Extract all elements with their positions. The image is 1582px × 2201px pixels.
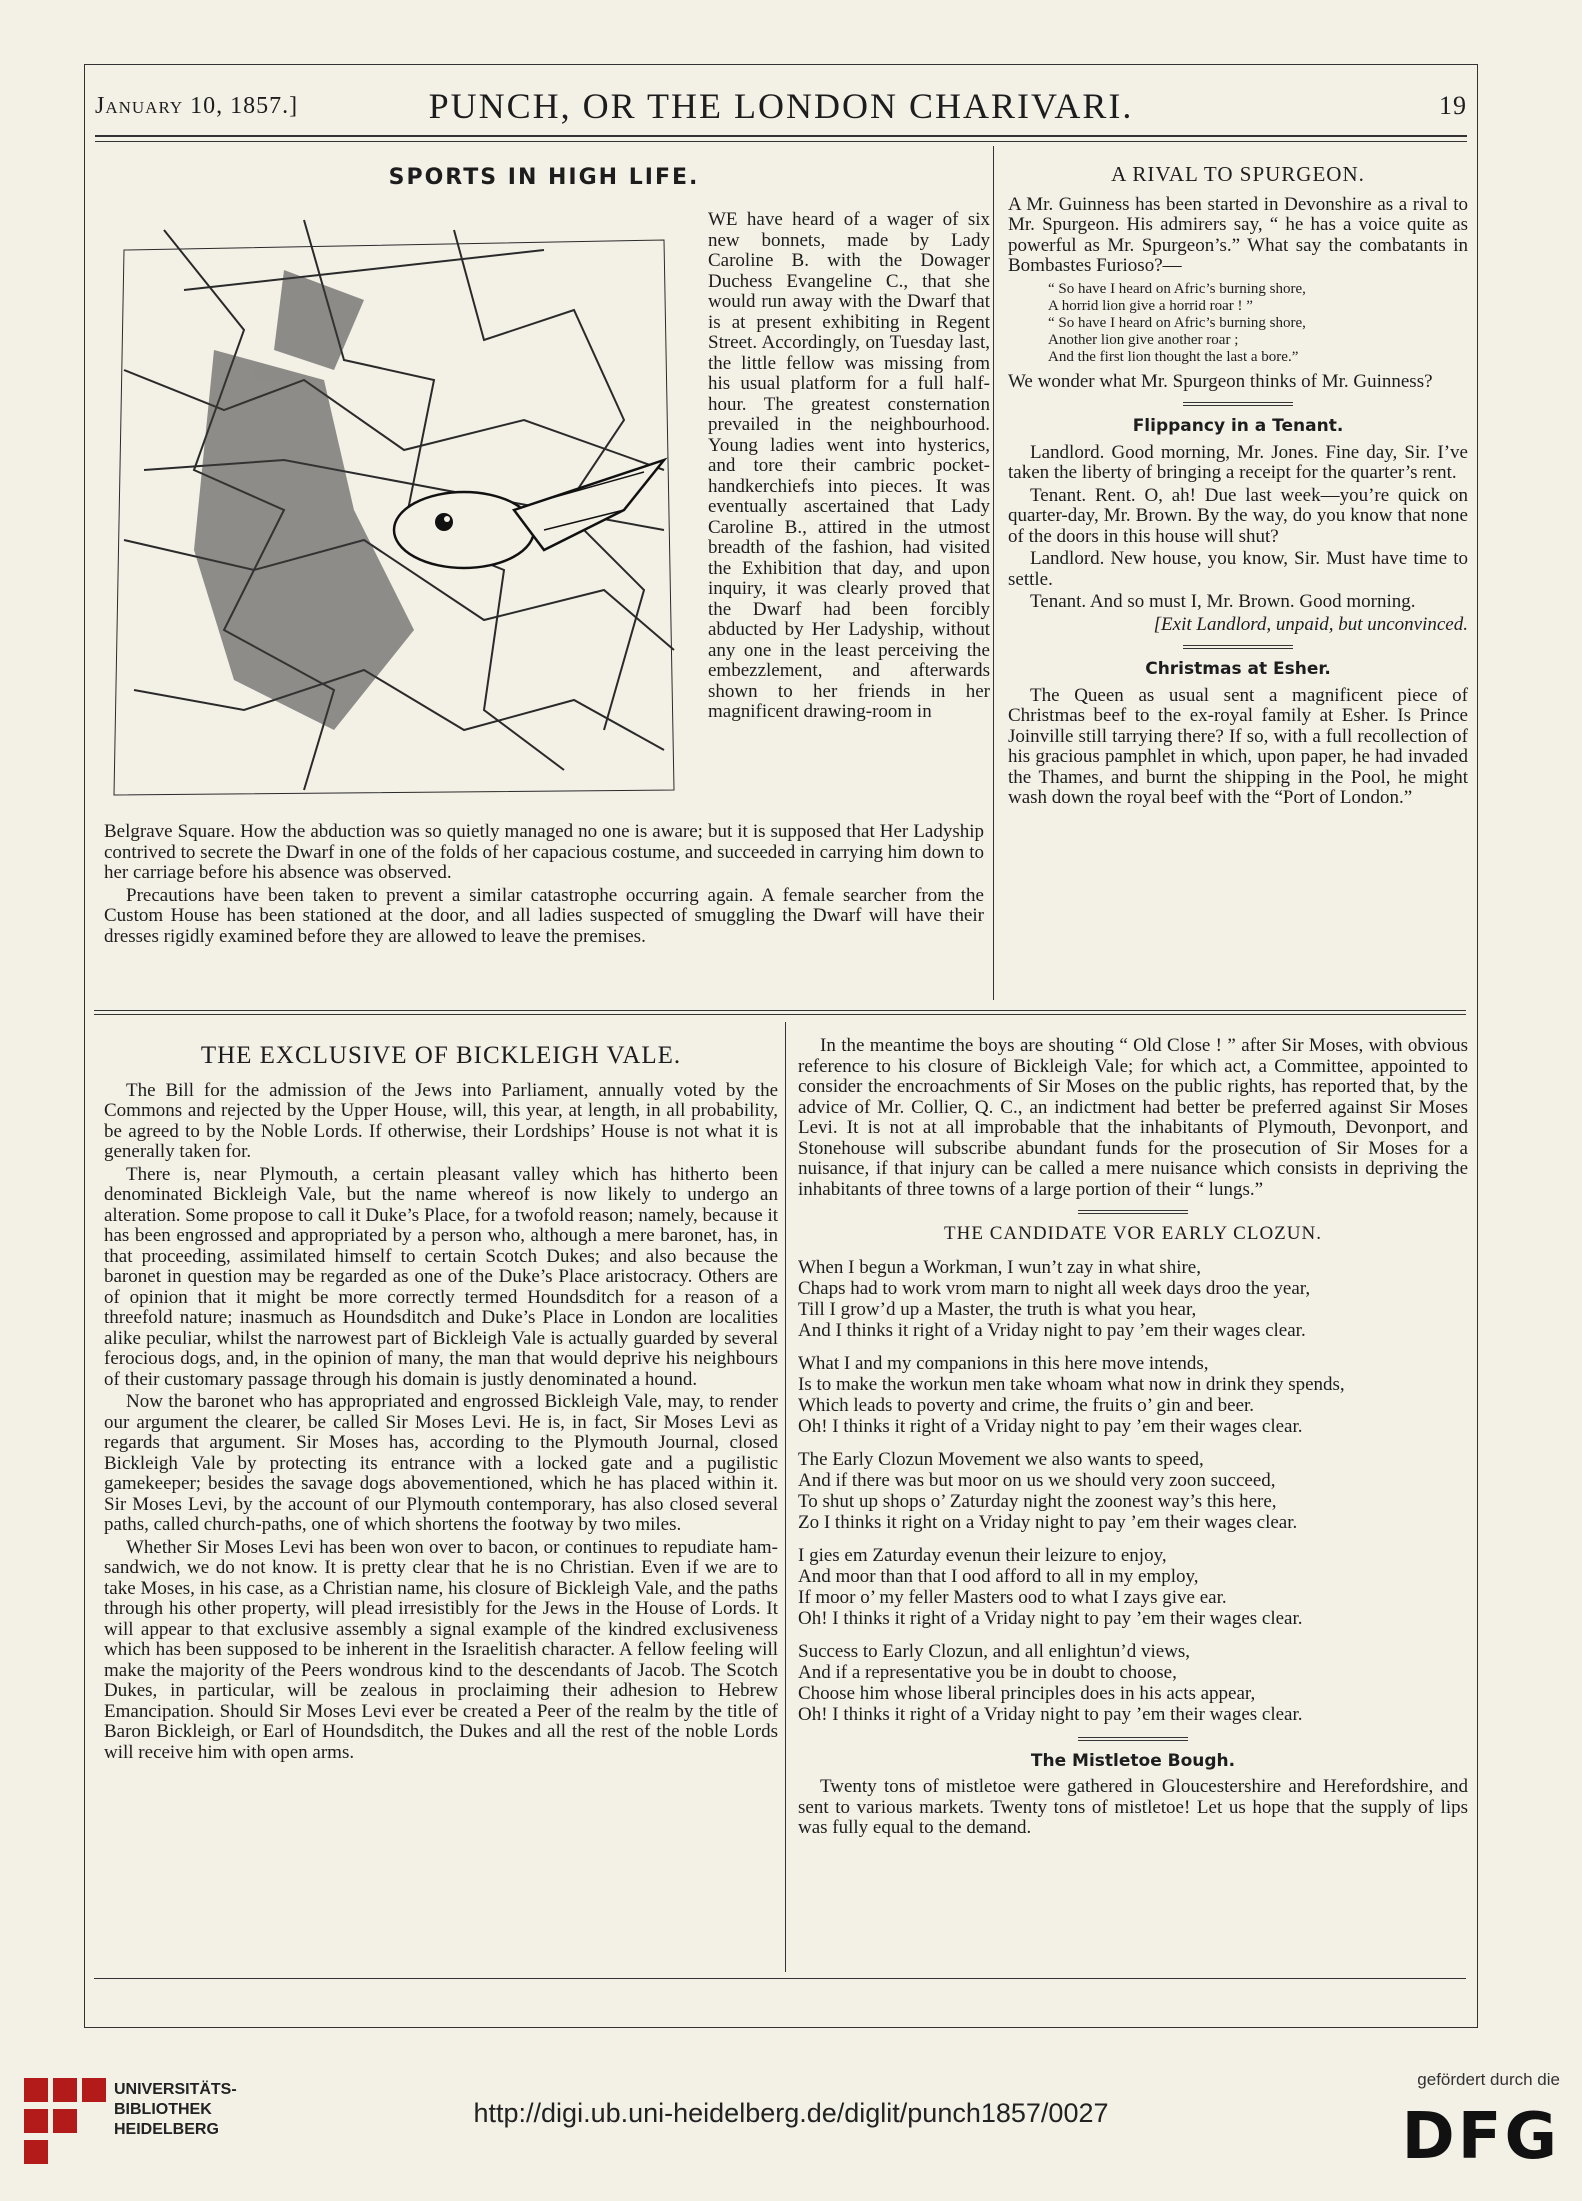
mistletoe-text: Twenty tons of mistletoe were gathered in Gloucestershire and Herefordshire, and sent to various markets. Twenty tons of mistletoe! Let us hope that the supply of lips was fully equal to the demand. (798, 1776, 1468, 1838)
sports-paragraph-2: Belgrave Square. How the abduction was so quietly managed no one is aware; but it is supposed that Her Ladyship contrived to secrete the Dwarf in one of the folds of her capacious costume, and succeeded in carrying him down to her carriage before his absence was observed. (104, 821, 984, 883)
column-divider-top (993, 146, 994, 1000)
masthead-rule (95, 135, 1467, 142)
poem-line: Is to make the workun men take whoam what now in drink they spends, (798, 1373, 1345, 1395)
poem-line: What I and my companions in this here move intends, (798, 1352, 1209, 1374)
poem-line: And if there was but moor on us we should very zoon succeed, (798, 1469, 1276, 1491)
bickleigh-article (104, 1036, 778, 1765)
flippancy-heading: Flippancy in a Tenant. (1132, 416, 1344, 436)
verse-line: “ So have I heard on Afric’s burning shore, (1048, 314, 1306, 331)
flippancy-line: Landlord. New house, you know, Sir. Must have time to settle. (1008, 548, 1468, 590)
section-divider-thin (94, 1014, 1466, 1015)
flippancy-line: Landlord. Good morning, Mr. Jones. Fine day, Sir. I’ve taken the liberty of bringing a receipt for the quarter’s rent. (1008, 441, 1468, 483)
poem-line: When I begun a Workman, I wun’t zay in what shire, (798, 1256, 1201, 1278)
sports-paragraph-1: WE have heard of a wager of six new bonnets, made by Lady Caroline B. with the Dowager Duchess Evangeline C., that she would run away with the Dwarf that is at present exhibiting in Regent Street. Accordingly, on Tuesday last, the little fellow was missing from his usual platform for a full half-hour. The greatest consternation prevailed in the neighbourhood. Young ladies went into hysterics, and tore their cambric pocket-handkerchiefs into pieces. It was eventually ascertained that Lady Caroline B., attired in the utmost breadth of the fashion, had visited the Exhibition that day, and upon inquiry, it was clearly proved that the Dwarf had been forcibly abducted by Her Ladyship, without any one in the least perceiving the embezzlement, and afterwards shown to her friends in her magnificent drawing-room in (708, 209, 990, 722)
mistletoe-heading: The Mistletoe Bough. (1030, 1750, 1236, 1771)
sports-full-paragraphs (104, 822, 984, 949)
column-divider-bottom (785, 1022, 786, 1972)
poem-line: Till I grow’d up a Master, the truth is what you hear, (798, 1298, 1197, 1320)
poem-line: Oh! I thinks it right of a Vriday night to pay ’em their wages clear. (798, 1607, 1303, 1629)
verse-line: A horrid lion give a horrid roar ! ” (1048, 297, 1253, 314)
sports-wrap-paragraph (708, 210, 990, 725)
poem-stanza (798, 1353, 1468, 1437)
poem-line: Choose him whose liberal principles does in his acts appear, (798, 1682, 1256, 1704)
christmas-heading: Christmas at Esher. (1145, 659, 1331, 679)
poem-line: And if a representative you be in doubt to choose, (798, 1661, 1177, 1683)
bickleigh-continuation: In the meantime the boys are shouting “ Old Close ! ” after Sir Moses, with obvious reference to his closure of Bickleigh Vale; for which act, a Committee, appointed to consider the encroachments of Sir Moses on the public rights, has reported that, by the advice of Mr. Collier, Q. C., an indictment had better be preferred against Sir Moses Levi. It is not at all improbable that the inhabitants of Plymouth, Devonport, and Stonehouse will subscribe abundant funds for the prosecution of Sir Moses for a nuisance, if that injury can be called a mere nuisance which consists in depriving the inhabitants of three towns of a large portion of their “ lungs.” (798, 1035, 1468, 1200)
poem-line: Chaps had to work vrom marn to night all week days droo the year, (798, 1277, 1311, 1299)
rival-heading: A RIVAL TO SPURGEON. (1111, 162, 1365, 186)
sports-paragraph-3: Precautions have been taken to prevent a similar catastrophe occurring again. A female searcher from the Custom House has been stationed at the door, and all ladies suspected of smuggling the Dwarf will have their dresses rigidly examined before they are allowed to leave the premises. (104, 884, 984, 947)
rival-intro: A Mr. Guinness has been started in Devonshire as a rival to Mr. Spurgeon. His admirers say, “ he has a voice quite as powerful as Mr. Spurgeon’s.” What say the combatants in Bombastes Furioso?— (1008, 193, 1468, 276)
verse-line: And the first lion thought the last a bore.” (1048, 348, 1299, 365)
verse-line: “ So have I heard on Afric’s burning shore, (1048, 280, 1306, 297)
publication-title: PUNCH, OR THE LONDON CHARIVARI. (428, 86, 1134, 126)
page-number: 19 (1439, 91, 1467, 120)
divider (1078, 1737, 1188, 1741)
flippancy-line: Tenant. Rent. O, ah! Due last week—you’re quick on quarter-day, Mr. Brown. By the way, do you know that none of the doors in this house will shut? (1008, 484, 1468, 547)
bottom-rule (94, 1978, 1466, 1979)
institution-line: BIBLIOTHEK (114, 2101, 212, 2118)
poem-line: I gies em Zaturday evenun their leizure to enjoy, (798, 1544, 1167, 1566)
poem-line: And I thinks it right of a Vriday night to pay ’em their wages clear. (798, 1319, 1306, 1341)
poem-line: Which leads to poverty and crime, the fruits o’ gin and beer. (798, 1394, 1255, 1416)
rival-verse (1048, 281, 1468, 366)
candidate-heading: THE CANDIDATE VOR EARLY CLOZUN. (944, 1223, 1322, 1244)
poem-stanza (798, 1257, 1468, 1341)
issue-date: January 10, 1857.] (95, 93, 299, 119)
dfg-logo: DFG (1401, 2100, 1560, 2174)
candidate-poem (798, 1257, 1468, 1725)
bickleigh-heading: THE EXCLUSIVE OF BICKLEIGH VALE. (200, 1042, 682, 1069)
flippancy-exit: [Exit Landlord, unpaid, but unconvinced. (1153, 613, 1468, 635)
divider (1078, 1210, 1188, 1214)
masthead (95, 85, 1467, 131)
poem-line: And moor than that I ood afford to all in my employ, (798, 1565, 1199, 1587)
poem-line: The Early Clozun Movement we also wants to speed, (798, 1448, 1204, 1470)
right-column-bottom (798, 1036, 1468, 1841)
poem-stanza (798, 1545, 1468, 1629)
poem-line: Oh! I thinks it right of a Vriday night to pay ’em their wages clear. (798, 1703, 1303, 1725)
poem-line: If moor o’ my feller Masters ood to what I zays give ear. (798, 1586, 1227, 1608)
bickleigh-paragraph: Whether Sir Moses Levi has been won over to bacon, or continues to repudiate ham-sandwich, we do not know. It is pretty clear that he is no Christian. Even if we are to take Moses, in his case, as a Christian name, his closure of Bickleigh Vale, and the paths through his other property, will plead irresistibly for the Jews in the House of Lords. It will appear to that exclusive assembly a signal example of the kindred exclusiveness which has been supposed to be inherent in the Israelitish character. A fellow feeling will make the majority of the Peers wondrous kind to the descendants of Jacob. The Scotch Dukes, in particular, will be zealous in proclaiming their adhesion to Hebrew Emancipation. Should Sir Moses Levi ever be created a Peer of the realm by the title of Baron Bickleigh, or Earl of Houndsditch, the Dukes and all the rest of the noble Lords will receive him with open arms. (104, 1536, 778, 1763)
dwarf-in-net-illustration-icon (104, 210, 682, 800)
bickleigh-paragraph: There is, near Plymouth, a certain pleasant valley which has hitherto been denominated Bickleigh Vale, but the name whereof is now likely to undergo an alteration. Some propose to call it Duke’s Place, for a twofold reason; namely, because it has been engrossed and appropriated by a person who, although a mere baronet, has, in that proceeding, assimilated himself to certain Scotch Dukes; and also because the baronet in question may be regarded as one of the Duke’s Place aristocracy. Others are of opinion that it might be more correctly termed Houndsditch for a reason of a threefold nature; inasmuch as Houndsditch and Duke’s Place in London are localities alike peculiar, whilst the narrowest part of Bickleigh Vale is actually guarded by several ferocious dogs, and, in the opinion of many, the man that would deprive his neighbours of their customary passage through his domain is justly denominated a hound. (104, 1163, 778, 1390)
section-divider (94, 1010, 1466, 1011)
christmas-text: The Queen as usual sent a magnificent piece of Christmas beef to the ex-royal family at Esher. Is Prince Joinville still tarrying there? If so, with a full recollection of his gracious pamphlet in which, upon paper, he had invaded the Thames, and burnt the shipping in the Pool, he might wash down the royal beef with the “Port of London.” (1008, 684, 1468, 808)
poem-stanza (798, 1449, 1468, 1533)
source-url-link[interactable]: http://digi.ub.uni-heidelberg.de/diglit/punch1857/0027 (473, 2098, 1109, 2128)
right-column-top (1008, 164, 1468, 811)
divider (1183, 402, 1293, 406)
bickleigh-paragraph: Now the baronet who has appropriated and engrossed Bickleigh Vale, may, to render our argument the clearer, be called Sir Moses Levi. He is, in fact, Sir Moses Levi as regards that argument. Sir Moses has, according to the Plymouth Journal, closed Bickleigh Vale by protecting its entrance with a locked gate and a pugilistic gamekeeper; besides the savage dogs abovementioned, which he has placed within it. Sir Moses Levi, by the account of our Plymouth contemporary, has also closed several paths, called church-paths, one of which shortens the footway by two miles. (104, 1391, 778, 1535)
flippancy-line: Tenant. And so must I, Mr. Brown. Good morning. (1030, 591, 1416, 612)
poem-line: Success to Early Clozun, and all enlightun’d views, (798, 1640, 1191, 1662)
divider (1183, 645, 1293, 649)
poem-line: To shut up shops o’ Zaturday night the zoonest way’s this here, (798, 1490, 1277, 1512)
verse-line: Another lion give another roar ; (1048, 331, 1239, 348)
funded-by-label: gefördert durch die (1417, 2070, 1560, 2089)
poem-stanza (798, 1641, 1468, 1725)
rival-closing: We wonder what Mr. Spurgeon thinks of Mr. Guinness? (1008, 370, 1433, 392)
institution-line: HEIDELBERG (114, 2121, 219, 2138)
institution-line: UNIVERSITÄTS- (114, 2081, 237, 2098)
sports-heading: SPORTS IN HIGH LIFE. (388, 165, 700, 190)
bickleigh-paragraph: The Bill for the admission of the Jews into Parliament, annually voted by the Commons and rejected by the Upper House, will, this year, at length, in all probability, be agreed to by the Noble Lords. If otherwise, their Lordships’ House is not what it is generally taken for. (104, 1079, 778, 1162)
poem-line: Oh! I thinks it right of a Vriday night to pay ’em their wages clear. (798, 1415, 1303, 1437)
poem-line: Zo I thinks it right on a Vriday night to pay ’em their wages clear. (798, 1511, 1298, 1533)
